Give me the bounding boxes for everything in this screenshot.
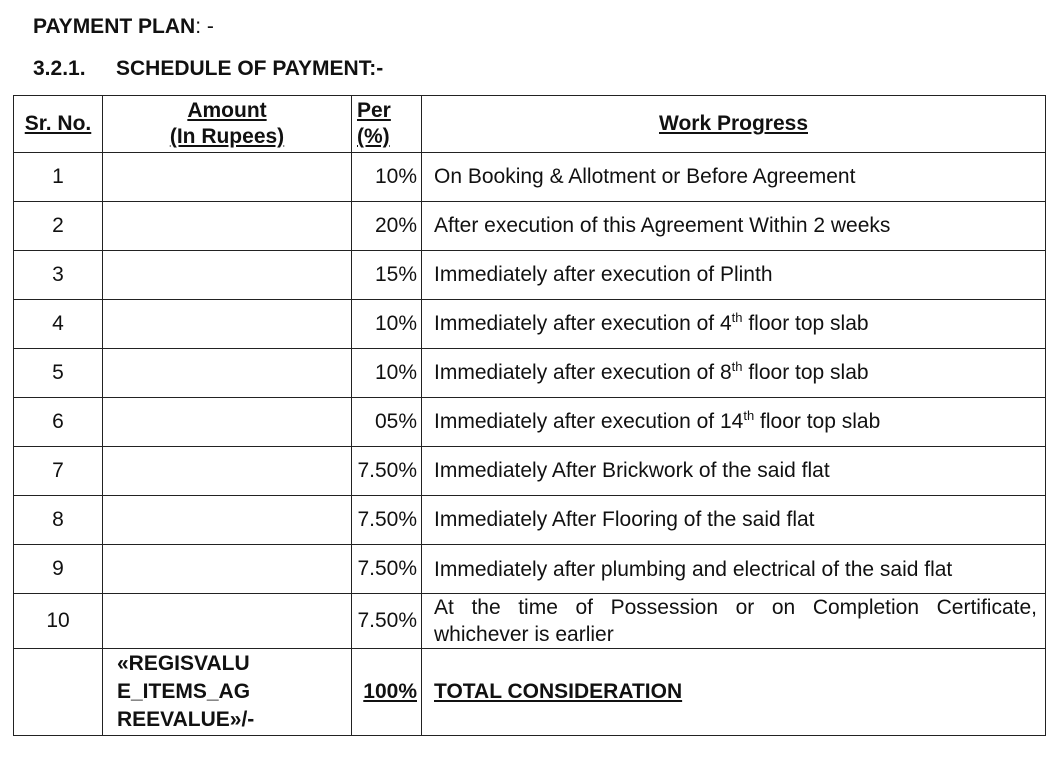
table-row — [14, 398, 1046, 447]
work-progress-cell: Immediately After Flooring of the said flat — [422, 496, 1046, 545]
sr-cell: 10 — [14, 594, 103, 649]
ordinal-suffix: th — [731, 359, 743, 374]
table-row — [14, 594, 1046, 649]
sr-cell: 8 — [14, 496, 103, 545]
heading-suffix: : - — [195, 15, 214, 38]
amount-cell — [103, 349, 352, 398]
payment-schedule-table — [13, 95, 1046, 736]
percent-cell: 10% — [352, 153, 422, 202]
sr-cell: 9 — [14, 545, 103, 594]
work-progress-cell: Immediately After Brickwork of the said flat — [422, 447, 1046, 496]
header-per-line2: (%) — [357, 125, 390, 148]
section-title: SCHEDULE OF PAYMENT:- — [116, 57, 384, 80]
sr-cell: 4 — [14, 300, 103, 349]
header-sr-no — [14, 96, 103, 153]
sr-cell: 3 — [14, 251, 103, 300]
amount-cell — [103, 594, 352, 649]
work-text-pre: Immediately after execution of 8 — [434, 361, 732, 384]
table-row — [14, 300, 1046, 349]
sr-cell: 7 — [14, 447, 103, 496]
page-heading — [33, 15, 214, 39]
total-sr-cell — [14, 649, 103, 736]
header-work-progress — [422, 96, 1046, 153]
header-amount-line1: Amount — [187, 99, 267, 122]
work-progress-cell — [422, 300, 1046, 349]
sr-cell: 2 — [14, 202, 103, 251]
total-percent-cell: 100% — [352, 649, 422, 736]
amount-cell — [103, 545, 352, 594]
percent-cell: 15% — [352, 251, 422, 300]
amount-cell — [103, 496, 352, 545]
percent-cell: 20% — [352, 202, 422, 251]
work-progress-cell: After execution of this Agreement Within 2 weeks — [422, 202, 1046, 251]
sr-cell: 1 — [14, 153, 103, 202]
total-consideration-cell: TOTAL CONSIDERATION — [422, 649, 1046, 736]
header-per — [352, 96, 422, 153]
ordinal-suffix: th — [731, 310, 743, 325]
work-progress-cell: On Booking & Allotment or Before Agreement — [422, 153, 1046, 202]
sr-cell: 6 — [14, 398, 103, 447]
total-amount-line3: REEVALUE»/- — [117, 708, 255, 731]
amount-cell — [103, 300, 352, 349]
work-progress-cell — [422, 398, 1046, 447]
table-row — [14, 545, 1046, 594]
header-amount-line2: (In Rupees) — [169, 125, 285, 148]
heading-label: PAYMENT PLAN — [33, 15, 196, 38]
percent-cell: 7.50% — [352, 447, 422, 496]
table-row — [14, 153, 1046, 202]
table-row — [14, 251, 1046, 300]
header-work-progress-label: Work Progress — [659, 112, 808, 135]
ordinal-suffix: th — [743, 408, 755, 423]
percent-cell: 7.50% — [352, 496, 422, 545]
percent-cell: 05% — [352, 398, 422, 447]
percent-cell: 10% — [352, 300, 422, 349]
percent-cell: 7.50% — [352, 545, 422, 594]
work-text-post: floor top slab — [742, 312, 869, 335]
total-amount-line1: «REGISVALU — [117, 652, 250, 675]
amount-cell — [103, 251, 352, 300]
percent-cell: 7.50% — [352, 594, 422, 649]
total-amount-cell — [103, 649, 352, 736]
amount-cell — [103, 153, 352, 202]
table-row — [14, 496, 1046, 545]
amount-cell — [103, 202, 352, 251]
total-amount-line2: E_ITEMS_AG — [117, 680, 251, 703]
table-row — [14, 202, 1046, 251]
amount-cell — [103, 447, 352, 496]
work-progress-cell — [422, 349, 1046, 398]
sr-cell: 5 — [14, 349, 103, 398]
header-amount — [103, 96, 352, 153]
table-row — [14, 349, 1046, 398]
work-progress-cell: At the time of Possession or on Completion Certificate, whichever is earlier — [422, 594, 1046, 649]
work-text-post: floor top slab — [742, 361, 869, 384]
section-number: 3.2.1. — [33, 57, 86, 80]
work-progress-cell: Immediately after execution of Plinth — [422, 251, 1046, 300]
header-sr-no-label: Sr. No. — [24, 112, 92, 135]
header-row — [14, 96, 1046, 153]
table-header — [14, 96, 1046, 153]
total-row — [14, 649, 1046, 736]
table-row — [14, 447, 1046, 496]
table-body — [14, 153, 1046, 736]
work-progress-cell: Immediately after plumbing and electrical of the said flat — [422, 545, 1046, 594]
work-text-pre: Immediately after execution of 14 — [434, 410, 744, 433]
amount-cell — [103, 398, 352, 447]
section-heading — [33, 57, 383, 81]
work-text-pre: Immediately after execution of 4 — [434, 312, 732, 335]
work-text-post: floor top slab — [754, 410, 881, 433]
percent-cell: 10% — [352, 349, 422, 398]
header-per-line1: Per — [357, 99, 391, 122]
